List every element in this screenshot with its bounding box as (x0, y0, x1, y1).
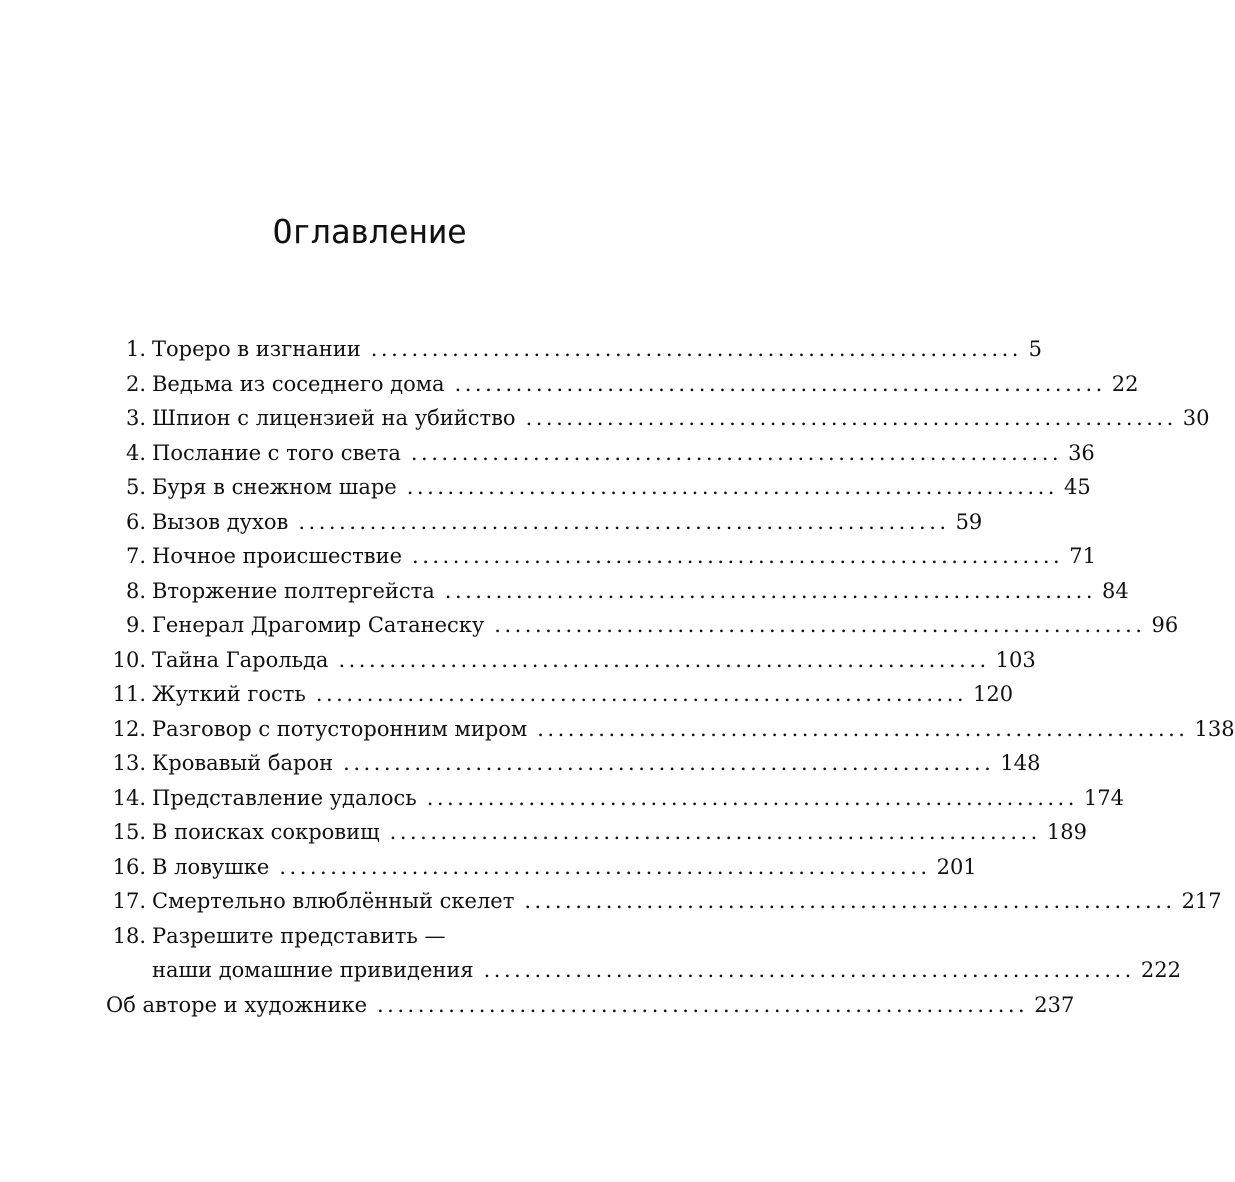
chapter-title: Кровавый барон (152, 751, 334, 775)
chapter-title: Тайна Гарольда (152, 647, 329, 672)
toc-entry (106, 539, 1096, 574)
chapter-title: Вторжение полтергейста (152, 578, 435, 603)
page-number: 222 (1140, 958, 1181, 982)
page-number: 189 (1046, 820, 1087, 844)
appendix-title: Об авторе и художнике (106, 992, 367, 1017)
dot-leader: ................................................................ (279, 854, 931, 879)
page-number: 148 (1000, 751, 1041, 775)
dot-leader: ................................................................ (410, 440, 1063, 465)
toc-entry (106, 919, 620, 954)
chapter-number: 6. (125, 509, 146, 534)
chapter-number: 9. (125, 613, 146, 637)
chapter-number: 5. (125, 475, 146, 499)
table-of-contents (106, 332, 1235, 1022)
page-number: 217 (1181, 889, 1222, 913)
dot-leader: ................................................................ (537, 716, 1189, 741)
dot-leader: ................................................................ (412, 544, 1064, 568)
chapter-number: 18. (112, 923, 146, 948)
page-number: 45 (1063, 475, 1091, 499)
page-number: 71 (1069, 544, 1096, 568)
dot-leader: ................................................................ (343, 751, 995, 775)
dot-leader: ................................................................ (525, 406, 1177, 430)
toc-entry (106, 470, 1091, 505)
chapter-title: Ведьма из соседнего дома (152, 371, 445, 396)
page-title: Оглавление (272, 212, 467, 251)
page-number: 22 (1111, 371, 1139, 396)
dot-leader: ................................................................ (524, 889, 1176, 913)
chapter-title: В ловушке (152, 854, 270, 879)
dot-leader: ................................................................ (426, 785, 1078, 810)
chapter-title: Генерал Драгомир Сатанеску (152, 613, 485, 637)
toc-entry (106, 608, 1179, 643)
chapter-number: 12. (112, 716, 146, 741)
chapter-title: Послание с того света (152, 440, 401, 465)
toc-entry (106, 436, 1095, 471)
page-number: 120 (973, 682, 1014, 706)
dot-leader: ................................................................ (377, 992, 1029, 1017)
chapter-number: 2. (125, 371, 146, 396)
page-number: 5 (1028, 337, 1042, 361)
page-number: 201 (936, 854, 977, 879)
chapter-number: 10. (112, 647, 146, 672)
chapter-title: Разговор с потусторонним миром (152, 716, 528, 741)
chapter-number: 15. (112, 820, 146, 844)
chapter-title: наши домашние привидения (152, 958, 474, 982)
dot-leader: ................................................................ (454, 371, 1106, 396)
chapter-number: 7. (125, 544, 146, 568)
chapter-number: 17. (112, 889, 146, 913)
dot-leader: ................................................................ (338, 647, 990, 672)
dot-leader: ................................................................ (444, 578, 1096, 603)
chapter-title: Смертельно влюблённый скелет (152, 889, 515, 913)
toc-entry (106, 367, 1139, 402)
toc-entry (106, 505, 983, 540)
page-number: 59 (955, 509, 983, 534)
dot-leader: ................................................................ (370, 337, 1022, 361)
chapter-title: Жуткий гость (152, 682, 306, 706)
page-number: 237 (1034, 992, 1075, 1017)
toc-entry (106, 574, 1129, 609)
page-number: 96 (1151, 613, 1179, 637)
toc-entry (106, 401, 1210, 436)
dot-leader: ................................................................ (315, 682, 968, 706)
chapter-number: 13. (112, 751, 146, 775)
chapter-title: Разрешите представить — (152, 923, 446, 948)
chapter-title: Тореро в изгнании (152, 337, 361, 361)
page-number: 36 (1068, 440, 1095, 465)
toc-entry (106, 643, 1036, 678)
chapter-title: Представление удалось (152, 785, 417, 810)
dot-leader: ................................................................ (389, 820, 1041, 844)
chapter-title: Шпион с лицензией на убийство (152, 406, 516, 430)
chapter-title: Ночное происшествие (152, 544, 403, 568)
chapter-title: Буря в снежном шаре (152, 475, 397, 499)
dot-leader: ................................................................ (406, 475, 1058, 499)
toc-entry-continuation (106, 953, 1181, 988)
page-number: 30 (1182, 406, 1210, 430)
chapter-number: 8. (125, 578, 146, 603)
toc-entry (106, 746, 1041, 781)
chapter-title: Вызов духов (152, 509, 289, 534)
toc-entry (106, 815, 1087, 850)
toc-entry (106, 332, 1042, 367)
dot-leader: ................................................................ (494, 613, 1146, 637)
dot-leader: ................................................................ (483, 958, 1135, 982)
chapter-number: 11. (112, 682, 146, 706)
toc-entry (106, 712, 1235, 747)
chapter-number: 4. (125, 440, 146, 465)
toc-entry (106, 677, 1014, 712)
toc-appendix-entry (106, 988, 1075, 1023)
chapter-number: 16. (112, 854, 146, 879)
toc-entry (106, 850, 977, 885)
chapter-number: 3. (125, 406, 146, 430)
page-number: 138 (1194, 716, 1235, 741)
dot-leader: ................................................................ (298, 509, 950, 534)
chapter-number: 1. (125, 337, 146, 361)
page-number: 103 (995, 647, 1036, 672)
chapter-number: 14. (112, 785, 146, 810)
page-number: 174 (1083, 785, 1124, 810)
page-number: 84 (1102, 578, 1129, 603)
toc-entry (106, 781, 1124, 816)
toc-entry (106, 884, 1222, 919)
chapter-title: В поисках сокровищ (152, 820, 380, 844)
